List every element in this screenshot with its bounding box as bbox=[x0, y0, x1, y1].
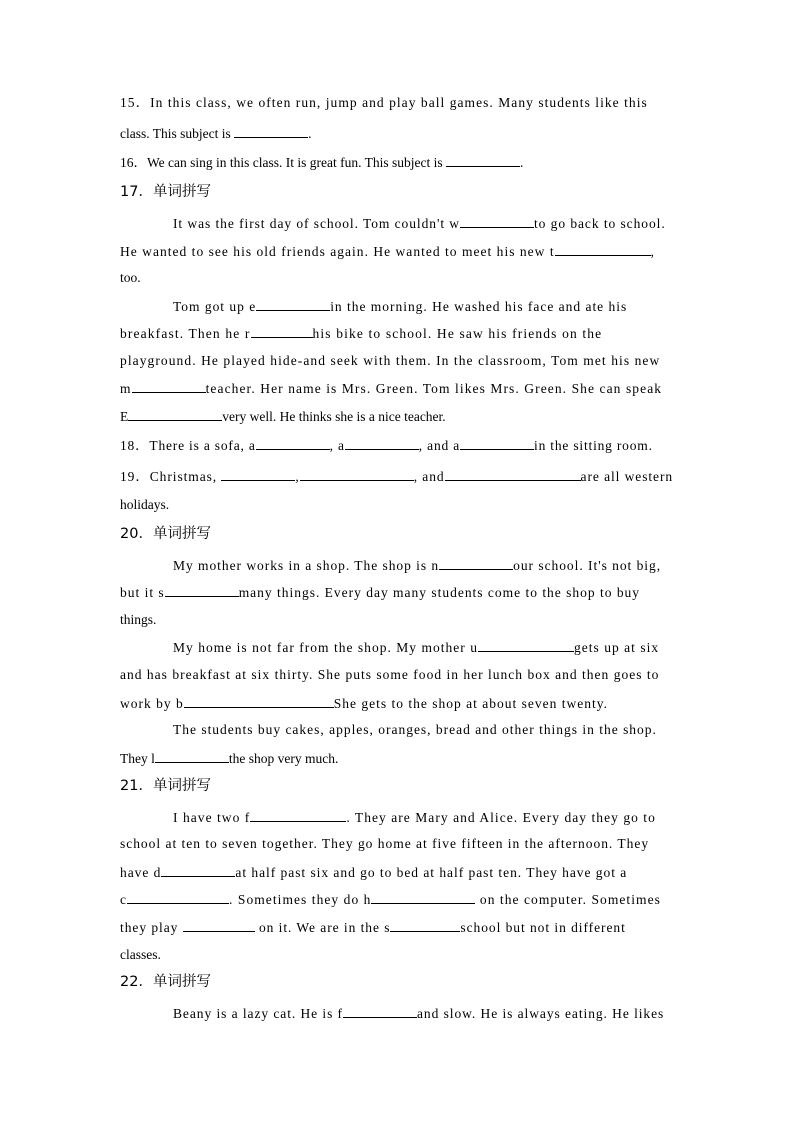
line-text: on it. We are in the s bbox=[254, 920, 391, 935]
line-text: m bbox=[120, 381, 132, 396]
line-text: , a bbox=[329, 438, 345, 453]
line-text: The students buy cakes, apples, oranges, bread and other things in the shop. bbox=[173, 722, 657, 737]
line-text: . They are Mary and Alice. Every day they go to bbox=[346, 810, 656, 825]
fill-in-blank[interactable] bbox=[439, 556, 513, 570]
line-text: , and bbox=[413, 469, 445, 484]
fill-in-blank[interactable] bbox=[128, 407, 222, 421]
line-text: very well. He thinks she is a nice teacher. bbox=[222, 409, 446, 424]
line-text: at half past six and go to bed at half past ten. They have got a bbox=[235, 865, 628, 880]
line-text: E bbox=[120, 409, 129, 424]
text-line bbox=[120, 777, 211, 795]
fill-in-blank[interactable] bbox=[234, 124, 308, 138]
text-line bbox=[120, 496, 169, 514]
line-text: c bbox=[120, 892, 128, 907]
text-line bbox=[173, 808, 656, 827]
text-line bbox=[173, 1004, 664, 1023]
line-text: 15．In this class, we often run, jump and play ball games. Many students like this bbox=[120, 95, 648, 110]
text-line bbox=[120, 611, 156, 629]
fill-in-blank[interactable] bbox=[221, 467, 295, 481]
text-line bbox=[120, 352, 660, 370]
line-text: but it s bbox=[120, 585, 165, 600]
text-line bbox=[120, 183, 211, 201]
line-text: 16．We can sing in this class. It is great fun. This subject is bbox=[120, 155, 446, 170]
line-text: in the sitting room. bbox=[534, 438, 653, 453]
line-text: many things. Every day many students come to the shop to buy bbox=[238, 585, 641, 600]
text-line bbox=[120, 666, 659, 684]
text-line bbox=[120, 835, 649, 853]
line-text: I have two f bbox=[173, 810, 251, 825]
line-text: school but not in different bbox=[460, 920, 626, 935]
line-text: He wanted to see his old friends again. He wanted to meet his new t bbox=[120, 244, 555, 259]
line-text: are all western bbox=[580, 469, 674, 484]
line-text: 22．单词拼写 bbox=[120, 974, 211, 990]
text-line bbox=[120, 525, 211, 543]
fill-in-blank[interactable] bbox=[371, 890, 475, 904]
line-text: My mother works in a shop. The shop is n bbox=[173, 558, 440, 573]
line-text: 19．Christmas, bbox=[120, 469, 222, 484]
fill-in-blank[interactable] bbox=[183, 918, 255, 932]
text-line bbox=[173, 214, 666, 233]
text-line bbox=[120, 946, 161, 964]
fill-in-blank[interactable] bbox=[300, 467, 414, 481]
text-line bbox=[120, 863, 627, 882]
text-line bbox=[120, 269, 141, 287]
text-line bbox=[173, 721, 657, 739]
line-text: It was the first day of school. Tom couldn't w bbox=[173, 216, 460, 231]
line-text: work by b bbox=[120, 696, 184, 711]
line-text: Beany is a lazy cat. He is f bbox=[173, 1006, 343, 1021]
text-line bbox=[120, 467, 673, 486]
line-text: gets up at six bbox=[574, 640, 660, 655]
fill-in-blank[interactable] bbox=[343, 1004, 417, 1018]
line-text: classes. bbox=[120, 947, 161, 962]
line-text: 20．单词拼写 bbox=[120, 526, 211, 542]
line-text: playground. He played hide-and seek with them. In the classroom, Tom met his new bbox=[120, 353, 661, 368]
line-text: She gets to the shop at about seven twenty. bbox=[333, 696, 608, 711]
fill-in-blank[interactable] bbox=[445, 467, 581, 481]
fill-in-blank[interactable] bbox=[155, 749, 229, 763]
text-line bbox=[120, 324, 602, 343]
text-line bbox=[120, 694, 608, 713]
line-text: things. bbox=[120, 612, 157, 627]
line-text: have d bbox=[120, 865, 162, 880]
fill-in-blank[interactable] bbox=[390, 918, 460, 932]
line-text: holidays. bbox=[120, 497, 170, 512]
fill-in-blank[interactable] bbox=[460, 436, 534, 450]
line-text: on the computer. Sometimes bbox=[475, 892, 661, 907]
fill-in-blank[interactable] bbox=[256, 297, 330, 311]
text-line bbox=[120, 379, 662, 398]
line-text: they play bbox=[120, 920, 183, 935]
text-line bbox=[120, 918, 626, 937]
line-text: school at ten to seven together. They go home at five fifteen in the afternoon. They bbox=[120, 836, 650, 851]
line-text: . Sometimes they do h bbox=[229, 892, 372, 907]
line-text: 18．There is a sofa, a bbox=[120, 438, 256, 453]
line-text: Tom got up e bbox=[173, 299, 257, 314]
fill-in-blank[interactable] bbox=[127, 890, 229, 904]
line-text: and slow. He is always eating. He likes bbox=[417, 1006, 665, 1021]
line-text: . bbox=[308, 126, 312, 141]
line-text: to go back to school. bbox=[533, 216, 666, 231]
text-line bbox=[120, 124, 312, 143]
line-text: , bbox=[650, 244, 656, 259]
line-text: his bike to school. He saw his friends on the bbox=[312, 326, 603, 341]
text-line bbox=[120, 153, 523, 172]
fill-in-blank[interactable] bbox=[165, 583, 239, 597]
fill-in-blank[interactable] bbox=[256, 436, 330, 450]
fill-in-blank[interactable] bbox=[460, 214, 534, 228]
line-text: 17．单词拼写 bbox=[120, 184, 211, 200]
line-text: teacher. Her name is Mrs. Green. Tom likes Mrs. Green. She can speak bbox=[205, 381, 663, 396]
fill-in-blank[interactable] bbox=[478, 638, 574, 652]
fill-in-blank[interactable] bbox=[251, 324, 313, 338]
text-line bbox=[120, 973, 211, 991]
text-line bbox=[120, 242, 655, 261]
text-line bbox=[173, 556, 661, 575]
text-line bbox=[173, 297, 627, 316]
fill-in-blank[interactable] bbox=[250, 808, 346, 822]
line-text: , bbox=[295, 469, 300, 484]
fill-in-blank[interactable] bbox=[161, 863, 235, 877]
line-text: too. bbox=[120, 270, 141, 285]
line-text: They l bbox=[120, 751, 155, 766]
text-line bbox=[120, 749, 338, 768]
line-text: class. This subject is bbox=[120, 126, 235, 141]
fill-in-blank[interactable] bbox=[345, 436, 419, 450]
line-text: My home is not far from the shop. My mother u bbox=[173, 640, 478, 655]
line-text: 21．单词拼写 bbox=[120, 778, 211, 794]
line-text: breakfast. Then he r bbox=[120, 326, 251, 341]
fill-in-blank[interactable] bbox=[555, 242, 651, 256]
text-line bbox=[173, 638, 659, 657]
line-text: , and a bbox=[418, 438, 461, 453]
text-line bbox=[120, 583, 640, 602]
text-line bbox=[120, 436, 653, 455]
line-text: and has breakfast at six thirty. She puts some food in her lunch box and then goes to bbox=[120, 667, 660, 682]
text-line bbox=[120, 890, 661, 909]
line-text: in the morning. He washed his face and ate his bbox=[330, 299, 628, 314]
line-text: our school. It's not big, bbox=[513, 558, 662, 573]
fill-in-blank[interactable] bbox=[184, 694, 334, 708]
text-line bbox=[120, 407, 446, 426]
line-text: the shop very much. bbox=[228, 751, 339, 766]
text-line bbox=[120, 94, 648, 112]
fill-in-blank[interactable] bbox=[132, 379, 206, 393]
fill-in-blank[interactable] bbox=[446, 153, 520, 167]
line-text: . bbox=[520, 155, 524, 170]
